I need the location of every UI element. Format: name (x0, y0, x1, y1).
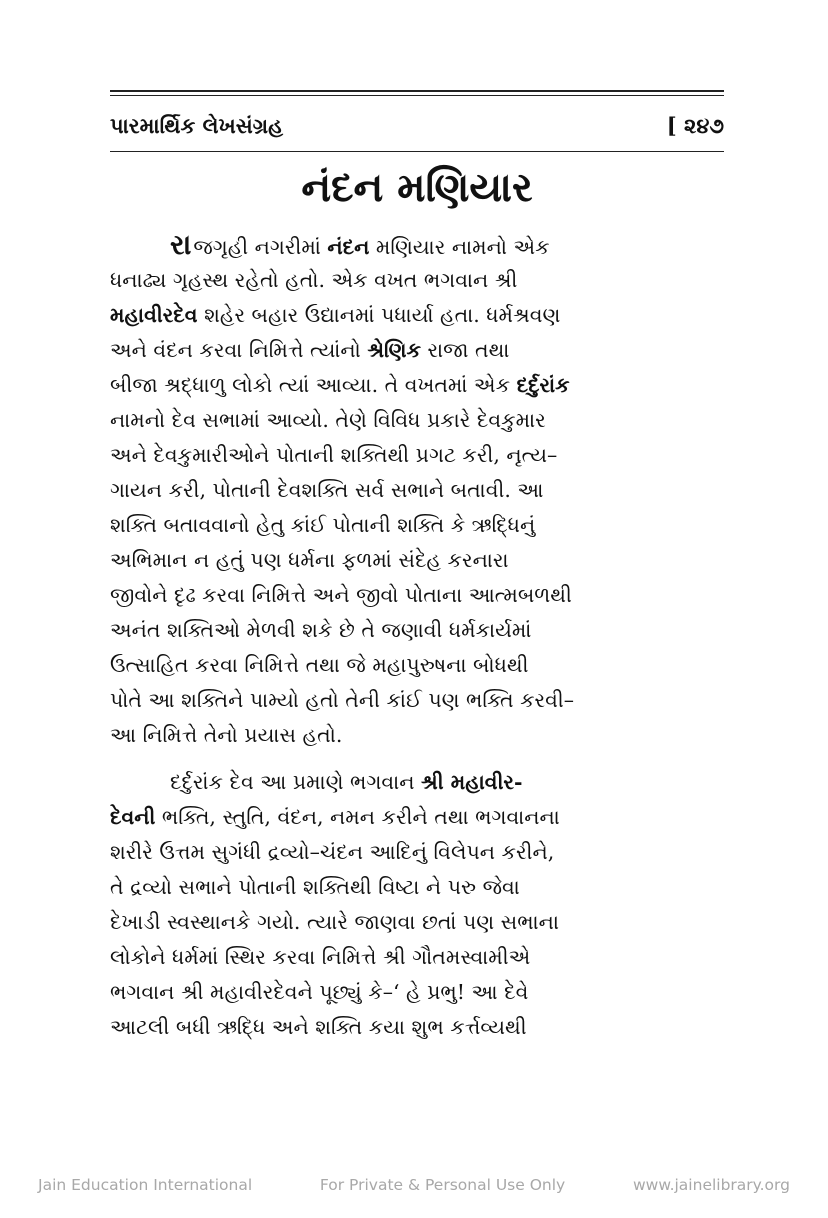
text-line: અનંત શક્તિઓ મેળવી શકે છે તે જણાવી ધર્મકાર્યમાં (110, 618, 532, 642)
text-line: નામનો દેવ સભામાં આવ્યો. તેણે વિવિધ પ્રકારે દેવકુમાર (110, 408, 546, 432)
running-title: પારમાર્થિક લેખસંગ્રહ (110, 113, 284, 138)
text-line: રાજગૃહી નગરીમાં નંદન મણિયાર નામનો એક (170, 228, 550, 261)
text-line: દર્દુરાંક દેવ આ પ્રમાણે ભગવાન શ્રી મહાવીર- (170, 770, 523, 794)
text-line: તે દ્રવ્યો સભાને પોતાની શક્તિથી વિષ્ટા ને પરુ જેવા (110, 875, 520, 899)
text-line: ગાયન કરી, પોતાની દેવશક્તિ સર્વ સભાને બતાવી. આ (110, 478, 544, 502)
text-line: અને દેવકુમારીઓને પોતાની શક્તિથી પ્રગટ કરી, નૃત્ય– (110, 443, 558, 467)
name-dardurank: દર્દુરાંક (516, 373, 570, 397)
text-line: આટલી બધી ઋદ્ધિ અને શક્તિ કયા શુભ કર્ત્તવ્યથી (110, 1015, 527, 1039)
header-rule-double (110, 90, 724, 92)
text-line: અભિમાન ન હતું પણ ધર્મના ફળમાં સંદેહ કરનારા (110, 548, 509, 572)
footer-publisher: Jain Education International (38, 1176, 253, 1194)
text-line: બીજા શ્રદ્ધાળુ લોકો ત્યાં આવ્યા. તે વખતમાં એક દર્દુરાંક (110, 373, 570, 397)
drop-cap: રા (170, 228, 192, 261)
running-header (110, 108, 724, 144)
name-mahavirdev: મહાવીરદેવ (110, 303, 198, 327)
text-line: શક્તિ બતાવવાનો હેતુ કાંઈ પોતાની શક્તિ કે ઋદ્ધિનું (110, 513, 536, 537)
article-body (110, 228, 724, 1045)
page-title: નંદન મણિયાર (301, 164, 533, 211)
text-line: જીવોને દૃઢ કરવા નિમિત્તે અને જીવો પોતાના આત્મબળથી (110, 583, 572, 607)
footer (38, 1168, 790, 1202)
text-line: મહાવીરદેવ શહેર બહાર ઉદ્યાનમાં પધાર્યા હતા. ધર્મશ્રવણ (110, 303, 561, 327)
text-line: પોતે આ શક્તિને પામ્યો હતો તેની કાંઈ પણ ભક્તિ કરવી– (110, 688, 575, 712)
text-line: દેખાડી સ્વસ્થાનકે ગયો. ત્યારે જાણવા છતાં પણ સભાના (110, 910, 559, 934)
name-shri-mahavir: શ્રી મહાવીર- (421, 770, 523, 794)
header-divider (110, 151, 724, 152)
text-line: ધનાઢ્ય ગૃહસ્થ રહેતો હતો. એક વખત ભગવાન શ્રી (110, 268, 518, 292)
page-number: [ ૨૪૭ (666, 113, 724, 138)
text-line: ઉત્સાહિત કરવા નિમિત્તે તથા જે મહાપુરુષના બોધથી (110, 653, 529, 677)
header-rule-thin (110, 95, 724, 96)
text-line: લોકોને ધર્મમાં સ્થિર કરવા નિમિત્તે શ્રી ગૌતમસ્વામીએ (110, 945, 531, 969)
text-line: દેવની ભક્તિ, સ્તુતિ, વંદન, નમન કરીને તથા ભગવાનના (110, 805, 560, 829)
footer-usage-note: For Private & Personal Use Only (319, 1176, 566, 1194)
name-shrenik: શ્રેણિક (367, 338, 422, 362)
text-line: ભગવાન શ્રી મહાવીરદેવને પૂછ્યું કે–‘ હે પ્રભુ! આ દેવે (110, 980, 529, 1004)
name-devni: દેવની (110, 805, 156, 829)
text-line: અને વંદન કરવા નિમિત્તે ત્યાંનો શ્રેણિક રાજા તથા (110, 338, 510, 362)
name-nandan: નંદન (327, 234, 370, 259)
footer-website: www.jainelibrary.org (632, 1176, 790, 1194)
text-line: શરીરે ઉત્તમ સુગંધી દ્રવ્યો–ચંદન આદિનું વિલેપન કરીને, (110, 840, 555, 864)
text-line: આ નિમિત્તે તેનો પ્રયાસ હતો. (110, 723, 343, 747)
